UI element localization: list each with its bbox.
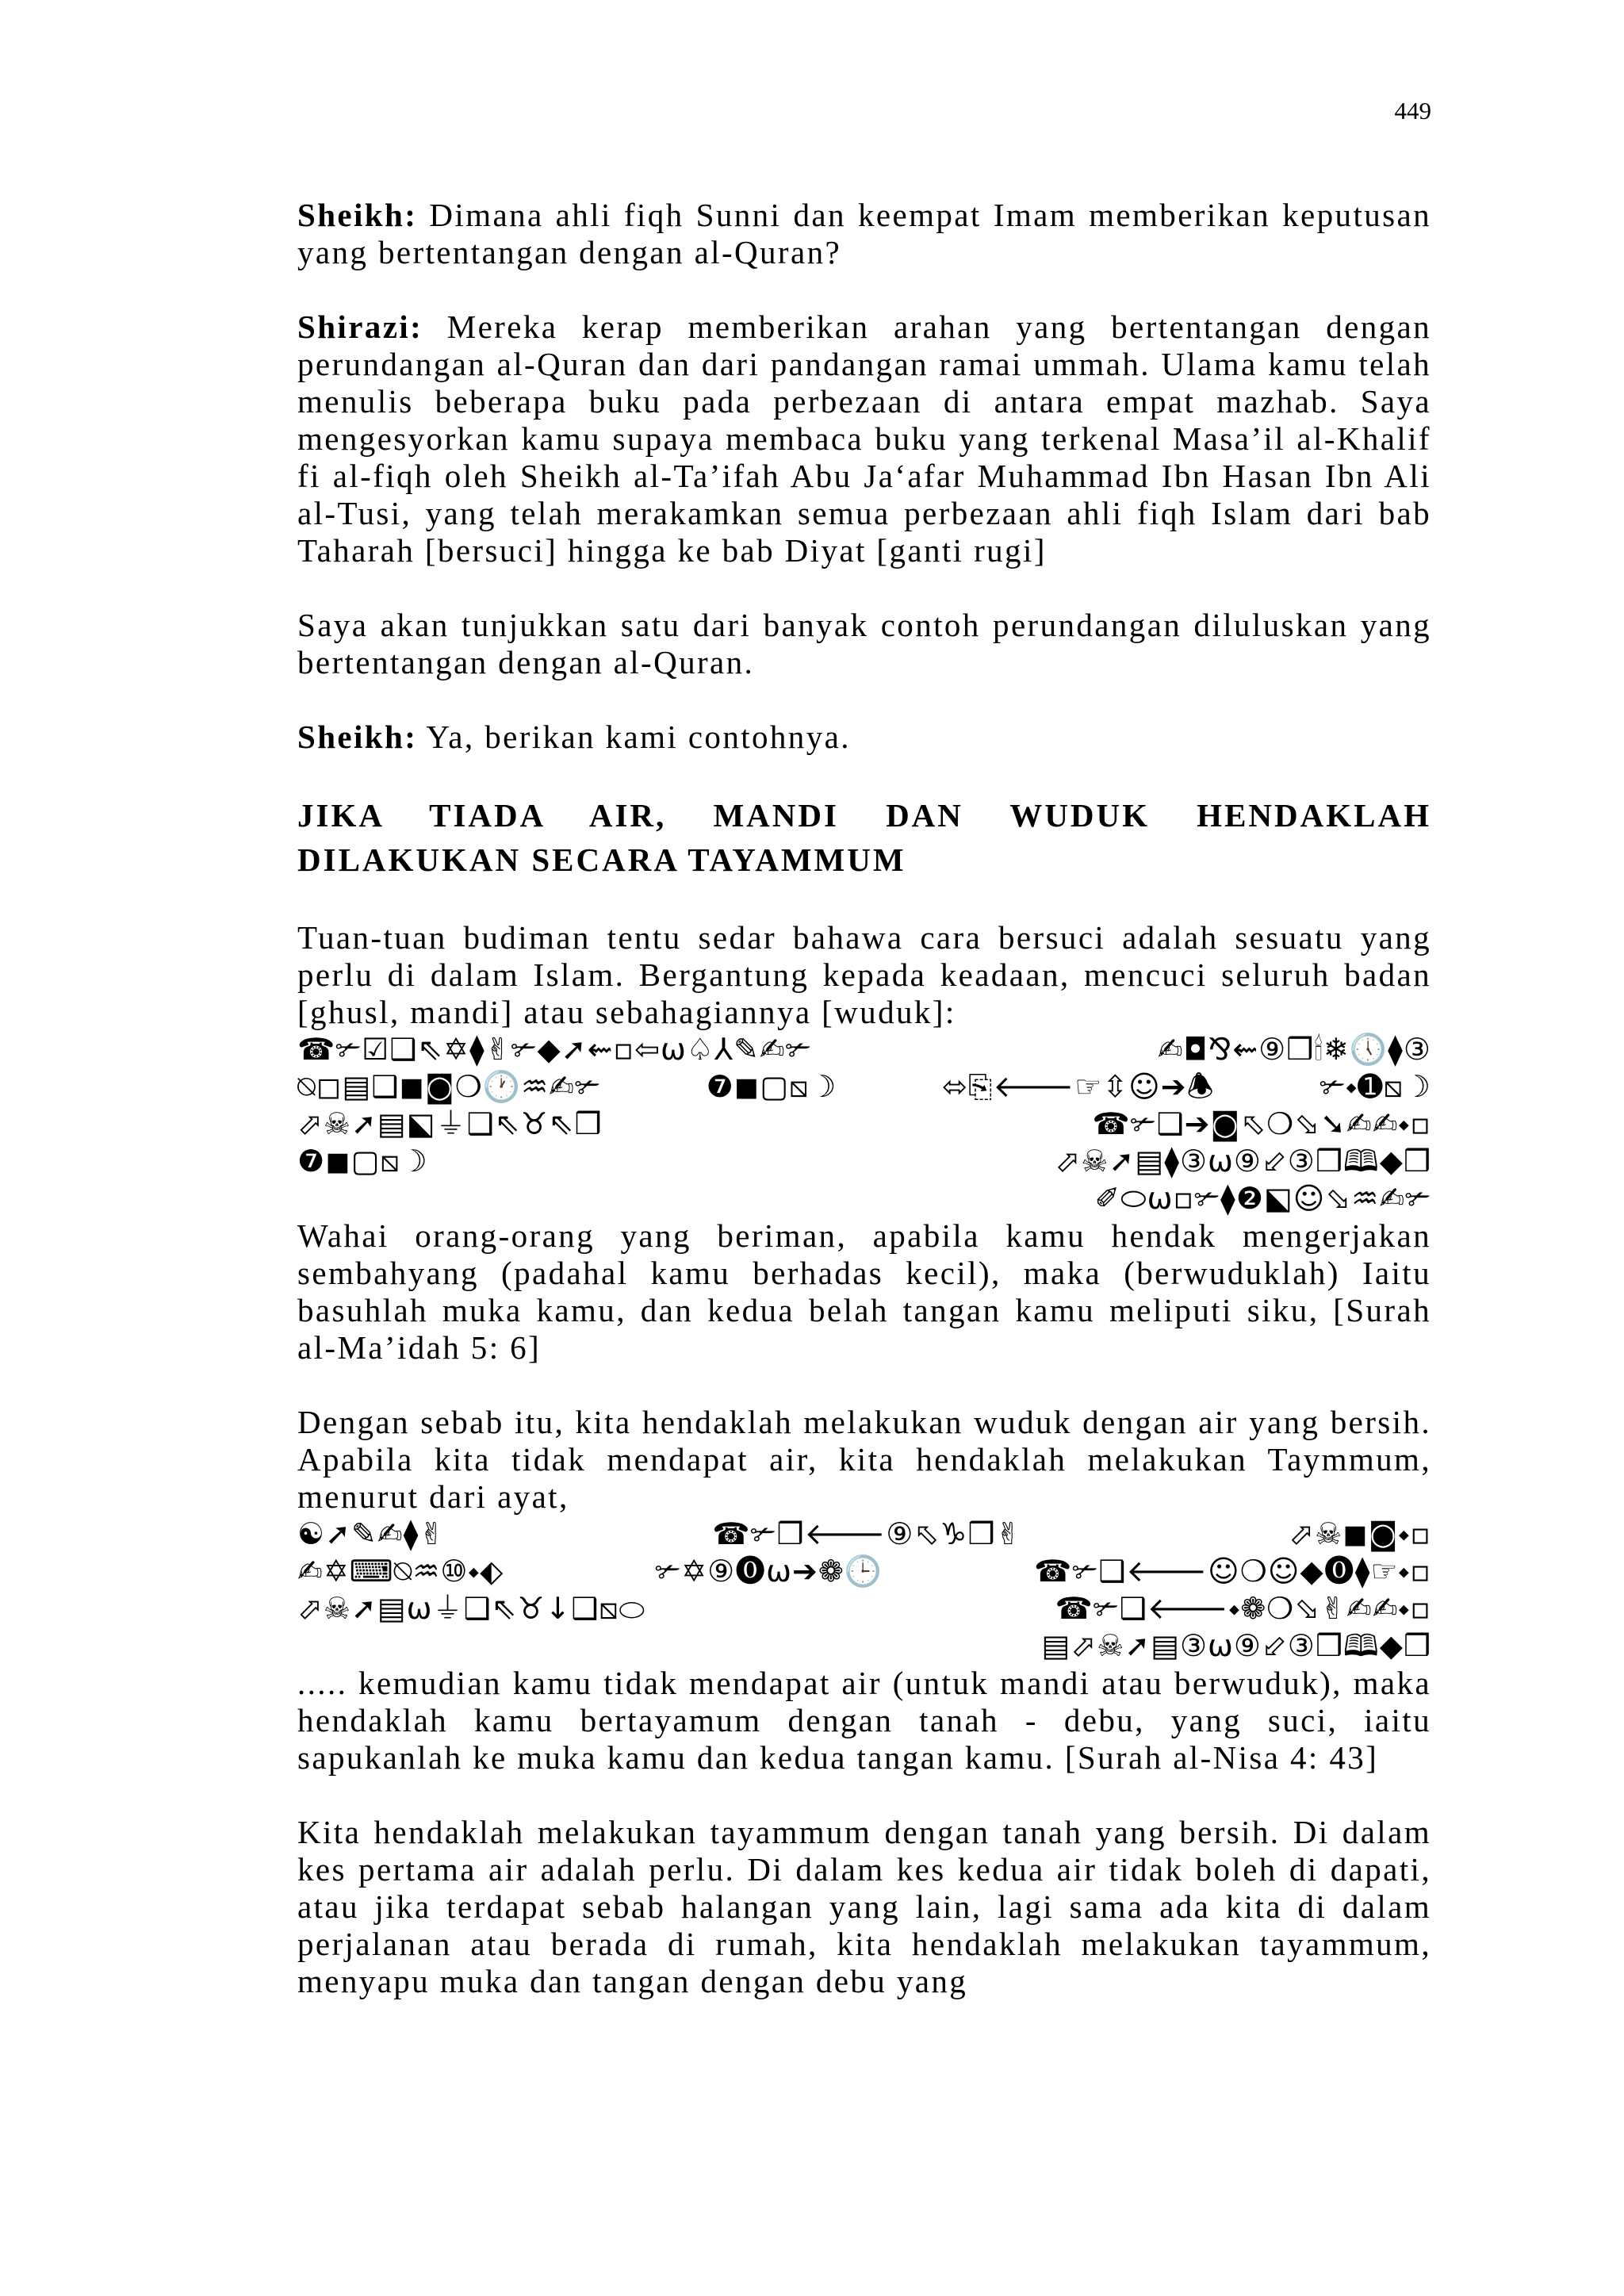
verse-line: ❼◼▢⧅☽ ⬀☠➚▤⧫③⍵⑨⬃③❒🕮◆❒ [297, 1144, 1431, 1179]
paragraph-shirazi-answer [297, 309, 1431, 569]
paragraph-verse-translation-nisa: ..... kemudian kamu tidak mendapat air (untuk mandi atau berwuduk), maka hendaklah kamu bertayamum dengan tanah - debu, yang suci, iaitu sapukanlah ke muka kamu dan kedua tangan kamu. [Surah al-Nisa 4: 43] [297, 1665, 1431, 1776]
paragraph-example-intro: Saya akan tunjukkan satu dari banyak contoh perundangan diluluskan yang bertentangan dengan al-Quran. [297, 607, 1431, 680]
section-heading-line-1: JIKA TIADA AIR, MANDI DAN WUDUK HENDAKLAH [297, 797, 1431, 834]
paragraph-sheikh-question [297, 197, 1431, 271]
page-body [297, 197, 1431, 2037]
paragraph-text: Dimana ahli fiqh Sunni dan keempat Imam memberikan keputusan yang bertentangan dengan al-Quran? [297, 197, 1431, 270]
verse-line: ☯➚✎✍⧫✌ ☎✃❒🡐⑨⬁♑❒✌ ⬀☠◼◙⬩▫ [297, 1516, 1431, 1551]
paragraph-text: Mereka kerap memberikan arahan yang bertentangan dengan perundangan al-Quran dan dari pandangan ramai ummah. Ulama kamu telah menulis beberapa buku pada perbezaan di antara empat mazhab. Saya mengesyorkan kamu supaya membaca buku yang terkenal Masa’il al-Khalif fi al-fiqh oleh Sheikh al-Ta’ifah Abu Ja‘afar Muhammad Ibn Hasan Ibn Ali al-Tusi, yang telah merakamkan semua perbezaan ahli fiqh Islam dari bab Taharah [bersuci] hingga ke bab Diyat [ganti rugi] [297, 309, 1431, 569]
verse-line: ⬀☠➚▤⍵⏚❑⇖♉↓❑⧅⬭ ☎✃❑🡐⬩❁❍⬂✌✍✍⬩▫ [297, 1591, 1431, 1626]
quran-verse-maidah [297, 1031, 1431, 1217]
verse-line: ☎✃☑❑⇖✡⧫✌✃◆➚⇜▫⇦⍵♤⅄✎✍✃ ✍◘⅋⇜⑨❒🕯❄🕔⧫③ [297, 1032, 1431, 1067]
paragraph-purification-intro: Tuan-tuan budiman tentu sedar bahawa cara bersuci adalah sesuatu yang perlu di dalam Islam. Bergantung kepada keadaan, mencuci seluruh badan [ghusl, mandi] atau sebahagiannya [wuduk]: [297, 919, 1431, 1030]
paragraph-text: Ya, berikan kami contohnya. [417, 719, 851, 755]
paragraph-clean-water: Dengan sebab itu, kita hendaklah melakukan wuduk dengan air yang bersih. Apabila kita tidak mendapat air, kita hendaklah melakukan Taymmum, menurut dari ayat, [297, 1404, 1431, 1515]
verse-line: ⍉◻▤❑◼◙❍🕐♒✍✃ ❼◼▢⧅☽ ⬄⎘🡐☞⇳☺➔🕭 ✃⬩➊⧅☽ [297, 1069, 1431, 1104]
section-heading [297, 793, 1431, 882]
section-heading-line-2: DILAKUKAN SECARA TAYAMMUM [297, 841, 906, 878]
paragraph-sheikh-request [297, 719, 1431, 756]
quran-verse-nisa [297, 1516, 1431, 1665]
verse-line: ✍✡⌨⍉♒⑩⬩⬖ ✃✡⑨⓿⍵➔❁🕒 ☎✃❑🡐☺❍☺◆⓿⧫☞⬩▫ [297, 1554, 1431, 1589]
page-number: 449 [1394, 97, 1431, 125]
verse-line: ✐⬭⍵▫✃⧫❷⬕☺⬂♒✍✃ [1094, 1181, 1431, 1216]
speaker-label: Shirazi: [297, 309, 423, 345]
paragraph-tayammum-explanation: Kita hendaklah melakukan tayammum dengan tanah yang bersih. Di dalam kes pertama air adalah perlu. Di dalam kes kedua air tidak boleh di dapati, atau jika terdapat sebab halangan yang lain, lagi sama ada kita di dalam perjalanan atau berada di rumah, kita hendaklah melakukan tayammum, menyapu muka dan tangan dengan debu yang [297, 1814, 1431, 1999]
speaker-label: Sheikh: [297, 719, 418, 755]
verse-line: ▤⬀☠➚▤③⍵⑨⬃③❒🕮◆❒ [1041, 1628, 1431, 1663]
paragraph-verse-translation-maidah: Wahai orang-orang yang beriman, apabila kamu hendak mengerjakan sembahyang (padahal kamu berhadas kecil), maka (berwuduklah) Iaitu basuhlah muka kamu, dan kedua belah tangan kamu meliputi siku, [Surah al-Ma’idah 5: 6] [297, 1217, 1431, 1366]
verse-line: ⬀☠➚▤⬕⏚❑⇖♉⇖❒ ☎✃❑➔◙⬁❍⬂➘✍✍⬩▫ [297, 1106, 1431, 1141]
speaker-label: Sheikh: [297, 197, 418, 233]
